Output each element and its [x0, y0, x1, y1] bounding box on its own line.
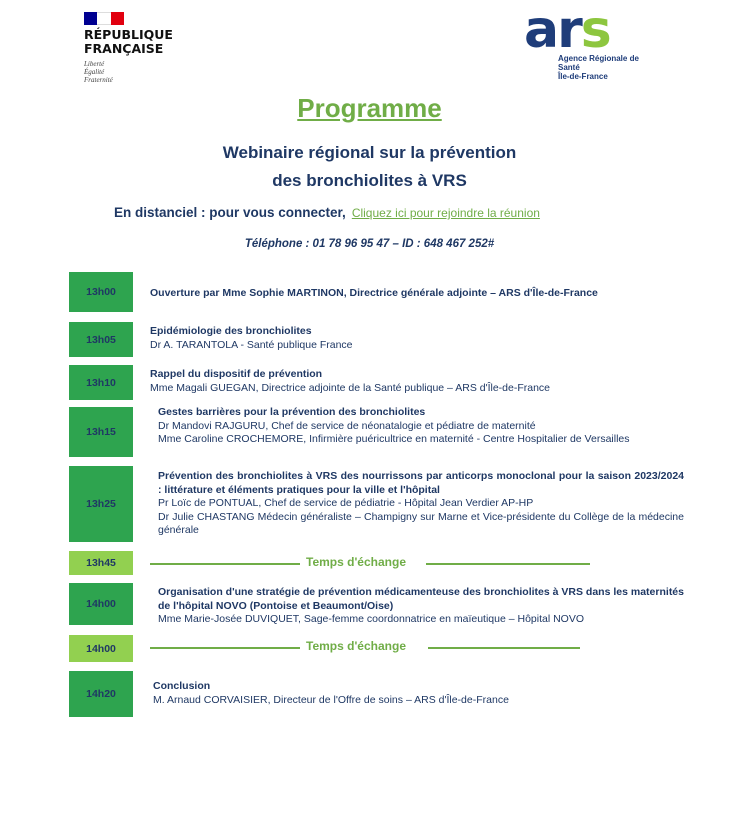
divider [150, 563, 300, 565]
agenda-item-title: Gestes barrières pour la prévention des bronchiolites [158, 406, 426, 418]
agenda-item-title: Epidémiologie des bronchiolites [150, 325, 312, 337]
agenda-item [150, 368, 690, 395]
agenda-item [150, 325, 690, 352]
connection-text: En distanciel : pour vous connecter, [114, 205, 346, 220]
time-slot: 13h05 [69, 322, 133, 357]
agenda-item-speaker: Dr Mandovi RAJGURU, Chef de service de néonatalogie et pédiatre de maternité [158, 419, 536, 432]
time-slot: 14h20 [69, 671, 133, 717]
agenda-item-title: Ouverture par Mme Sophie MARTINON, Directrice générale adjointe – ARS d'Île-de-France [150, 287, 598, 299]
agenda-item-speaker: Mme Marie-Josée DUVIQUET, Sage-femme coordonnatrice en maïeutique – Hôpital NOVO [158, 613, 585, 626]
agenda-item [158, 406, 684, 447]
rf-name-line2: FRANÇAISE [84, 41, 164, 56]
divider [426, 563, 590, 565]
agenda-item-title: Conclusion [153, 680, 211, 692]
agenda-item-title: Prévention des bronchiolites à VRS des nourrissons par anticorps monoclonal pour la saison 2023/2024 : littérature et éléments pratiques pour la ville et l'hôpital [158, 470, 684, 496]
time-slot: 13h10 [69, 365, 133, 400]
agenda-item-title: Rappel du dispositif de prévention [150, 368, 323, 380]
agenda-item [158, 470, 684, 538]
exchange-break [150, 553, 590, 573]
divider [150, 647, 300, 649]
webinar-title-line2: des bronchiolites à VRS [272, 171, 467, 190]
agenda-item-speaker: Pr Loïc de PONTUAL, Chef de service de pédiatrie - Hôpital Jean Verdier AP-HP [158, 497, 534, 510]
agenda-item-title: Organisation d'une stratégie de prévention médicamenteuse des bronchiolites à VRS dans les maternités de l'hôpital NOVO (Pontoise et Beaumont/Oise) [158, 586, 684, 612]
agenda-item-speaker: Dr Julie CHASTANG Médecin généraliste – Champigny sur Marne et Vice-présidente du Collège de la médecine générale [158, 510, 684, 537]
time-slot: 13h45 [69, 551, 133, 575]
page-title: Programme [297, 93, 442, 123]
ars-logo [524, 0, 654, 82]
agenda-item [150, 287, 690, 301]
agenda-item-speaker: Mme Caroline CROCHEMORE, Infirmière puéricultrice en maternité - Centre Hospitalier de Versailles [158, 433, 630, 446]
agenda-item-speaker: Dr A. TARANTOLA - Santé publique France [150, 338, 353, 351]
time-slot: 13h25 [69, 466, 133, 542]
webinar-title-line1: Webinaire régional sur la prévention [222, 143, 517, 162]
french-flag-icon [84, 12, 124, 25]
agenda-item-speaker: Mme Magali GUEGAN, Directrice adjointe de la Santé publique – ARS d'Île-de-France [150, 381, 551, 394]
rf-name-line1: RÉPUBLIQUE [84, 27, 173, 42]
exchange-label: Temps d'échange [306, 639, 406, 653]
ars-logo-wordmark: ars [524, 0, 610, 60]
exchange-label: Temps d'échange [306, 555, 406, 569]
republique-francaise-logo [84, 12, 173, 84]
time-slot: 13h00 [69, 272, 133, 312]
agenda-item-speaker: M. Arnaud CORVAISIER, Directeur de l'Offre de soins – ARS d'Île-de-France [153, 693, 509, 706]
time-slot: 14h00 [69, 583, 133, 625]
exchange-break [150, 637, 580, 657]
join-meeting-link[interactable]: Cliquez ici pour rejoindre la réunion [351, 206, 540, 220]
rf-motto: Liberté Égalité Fraternité [84, 60, 113, 84]
agenda-item [153, 680, 683, 707]
divider [428, 647, 580, 649]
time-slot: 13h15 [69, 407, 133, 457]
phone-info: Téléphone : 01 78 96 95 47 – ID : 648 467 252# [244, 238, 495, 250]
ars-logo-subtitle: Agence Régionale de Santé Île-de-France [558, 54, 639, 81]
connection-info [114, 205, 540, 220]
agenda-item [158, 586, 684, 627]
time-slot: 14h00 [69, 635, 133, 662]
